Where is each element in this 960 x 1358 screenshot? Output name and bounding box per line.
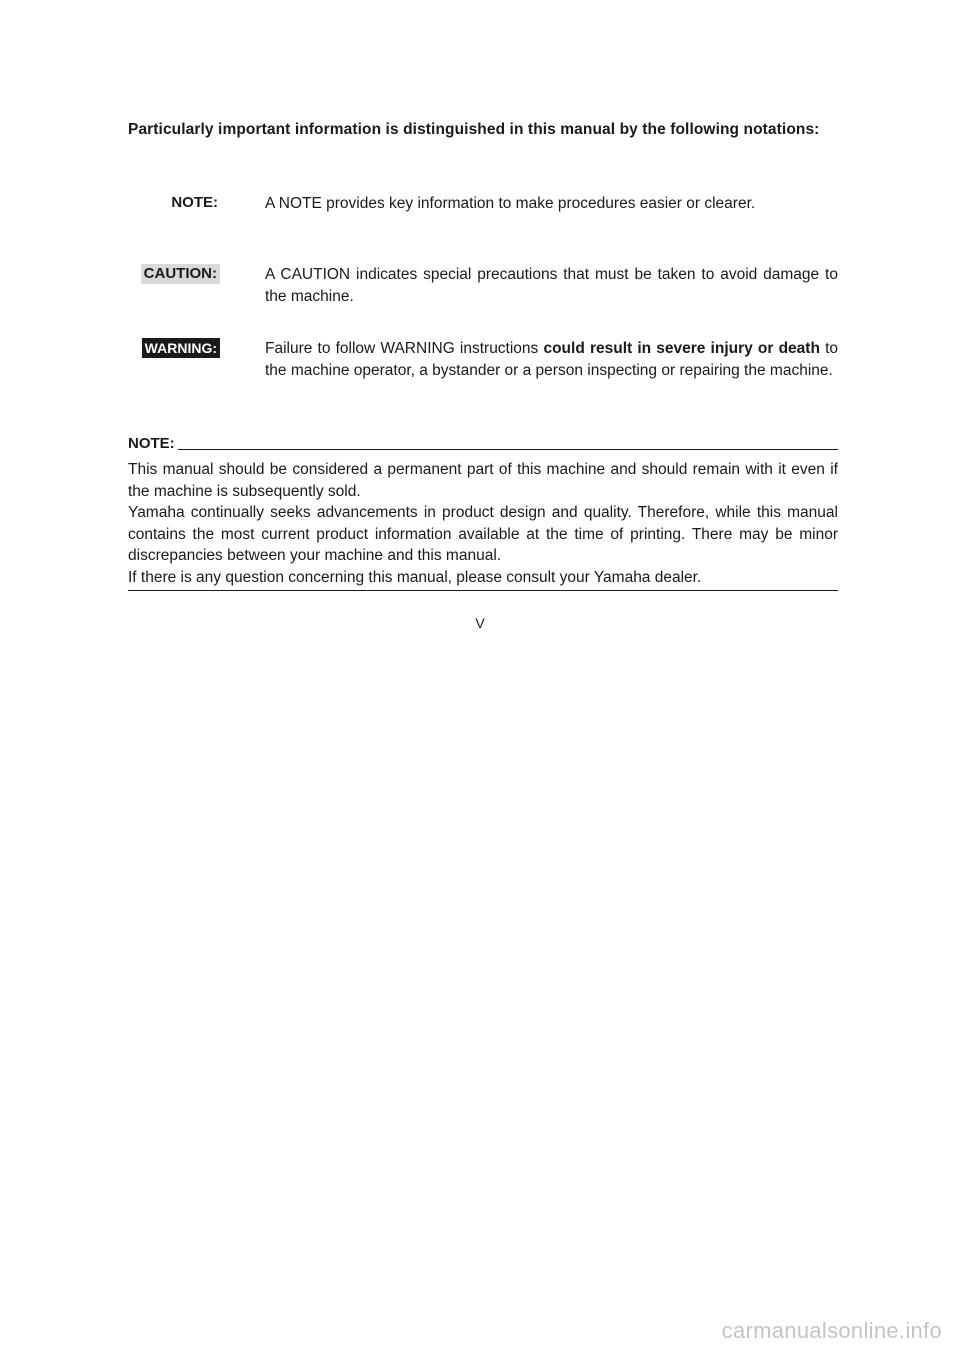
note-description: A NOTE provides key information to make procedures easier or clearer. — [265, 195, 756, 212]
notation-caution-label-cell — [128, 264, 220, 284]
caution-description: A CAUTION indicates special precautions that must be taken to avoid damage to the machine. — [265, 266, 838, 305]
notation-warning-label-cell — [128, 338, 220, 358]
warning-text-emphasis: could result in severe injury or death — [543, 340, 820, 357]
note-badge: NOTE: — [171, 194, 218, 211]
intro-heading: Particularly important information is distinguished in this manual by the following notations: — [128, 121, 820, 138]
warning-badge: WARNING: — [142, 338, 220, 358]
note-paragraph: This manual should be considered a permanent part of this machine and should remain with it even if the machine is subsequently sold. — [128, 461, 838, 500]
note-box-label: NOTE: — [128, 435, 175, 452]
note-box — [128, 433, 838, 591]
warning-text-before: Failure to follow WARNING instructions — [265, 340, 544, 357]
warning-description — [265, 338, 838, 382]
page-number: V — [475, 615, 485, 631]
note-paragraph: If there is any question concerning this manual, please consult your Yamaha dealer. — [128, 568, 702, 586]
caution-badge: CAUTION: — [141, 264, 220, 284]
warning-text-after: to the machine operator, a bystander or a person inspecting or repairing the machine. — [265, 340, 839, 379]
note-box-body — [128, 459, 838, 588]
watermark: carmanualsonline.info — [721, 1318, 942, 1343]
note-box-header — [128, 433, 838, 453]
note-box-bottom-rule — [128, 590, 838, 591]
notation-note-label-cell — [128, 193, 220, 213]
note-paragraph: Yamaha continually seeks advancements in product design and quality. Therefore, while this manual contains the most current product information available at the time of printing. There may be minor discrepancies between your machine and this manual. — [128, 504, 838, 564]
note-box-top-rule — [178, 449, 838, 450]
